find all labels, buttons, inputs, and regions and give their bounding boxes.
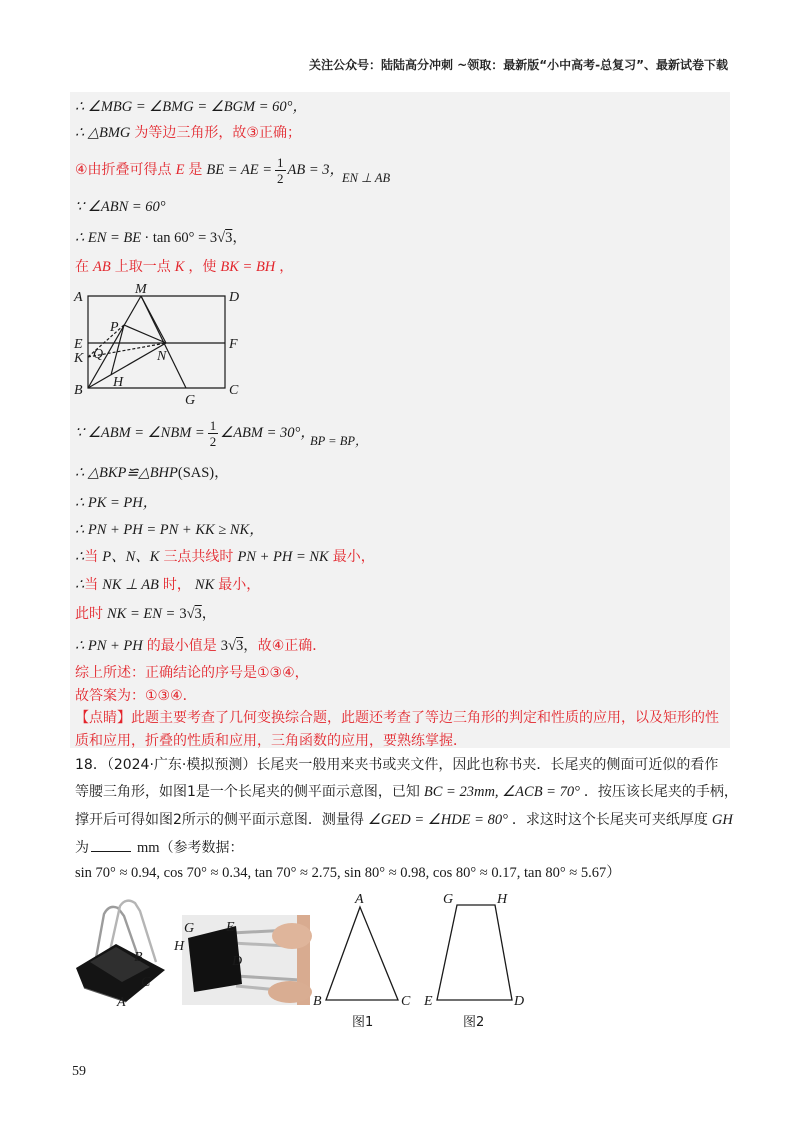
- red-text: 时，: [162, 577, 191, 593]
- math-upright: 3√: [220, 638, 236, 654]
- question-text: 等腰三角形，如图1是一个长尾夹的侧平面示意图，已知: [75, 784, 420, 800]
- math-expression: AB = 3，: [287, 162, 345, 178]
- fraction-one-half: [275, 156, 286, 185]
- math-upright: (SAS): [177, 465, 215, 481]
- label-p: P: [110, 320, 119, 335]
- reference-data: sin 70° ≈ 0.94, cos 70° ≈ 0.34, tan 70° ≈ 2.75, sin 80° ≈ 0.98, cos 80° ≈ 0.17, tan 80° ≈ 5.67）: [75, 865, 621, 881]
- page-number: 59: [72, 1064, 86, 1079]
- trapezoid-ghde: [437, 905, 512, 1000]
- math-expression: P、N、K: [102, 549, 160, 565]
- math-expression: ∴ EN = BE ·: [75, 230, 149, 246]
- question-line-1: 18．（2024·广东·模拟预测）长尾夹一般用来夹书或夹文件，因此也称书夹．长尾夹的侧面可近似的看作: [75, 757, 719, 773]
- line-mn: [141, 296, 166, 343]
- solution-line-8: [75, 418, 315, 448]
- red-math: K: [174, 259, 185, 275]
- hand-thumb: [268, 981, 312, 1003]
- radicand: 3: [225, 230, 233, 246]
- question-text: ．求这时这个长尾夹可夹纸厚度: [511, 812, 708, 828]
- solution-line-12: [75, 547, 375, 567]
- label-m: M: [135, 282, 147, 297]
- question-text: 为: [75, 840, 89, 856]
- red-text: 故④正确．: [257, 638, 327, 654]
- question-line-5: [75, 863, 621, 883]
- fig1-label-b: B: [313, 994, 322, 1009]
- math-expression: ∴ PK = PH，: [75, 495, 158, 511]
- math-expression: ∵ ∠ABM = ∠NBM =: [75, 425, 205, 441]
- red-text: ④由折叠可得点: [75, 162, 172, 178]
- question-figures: [70, 890, 550, 1035]
- header-notice: 关注公众号：陆陆高分冲刺 ~领取：最新版“小中高考-总复习”、最新试卷下载: [309, 58, 728, 72]
- label-d: D: [229, 290, 240, 305]
- red-text: 在: [75, 259, 89, 275]
- solution-summary: 综上所述：正确结论的序号是①③④，: [75, 665, 309, 681]
- solution-line-1: [75, 97, 307, 117]
- photo1-label-a: A: [117, 995, 126, 1010]
- figure-1-triangle: [313, 892, 411, 1030]
- solution-line-14: [75, 604, 216, 624]
- solution-line-5: [75, 228, 247, 248]
- photo2-label-e: E: [226, 920, 235, 935]
- answer-blank: [91, 837, 131, 852]
- math-expression: ∴ △BKP≌△BHP: [75, 465, 178, 481]
- fraction-denominator: 2: [277, 170, 284, 186]
- red-text: ，: [279, 259, 294, 275]
- red-text: 的最小值是: [146, 638, 217, 654]
- math-expression: NK = EN =: [107, 606, 176, 622]
- solution-line-9: [75, 463, 229, 483]
- label-k: K: [74, 351, 84, 366]
- figure-2-trapezoid: [423, 892, 524, 1030]
- label-n: N: [157, 349, 167, 364]
- triangle-abc: [326, 907, 398, 1000]
- label-g: G: [185, 393, 196, 408]
- punctuation: ，: [232, 230, 247, 246]
- math-upright: tan 60° = 3√: [152, 230, 226, 246]
- fraction-numerator: 1: [209, 417, 217, 433]
- math-expression: PN + PH = NK: [237, 549, 329, 565]
- solution-line-10: [75, 493, 157, 513]
- point-label: E: [175, 162, 185, 178]
- fig2-caption: 图2: [463, 1015, 485, 1030]
- radicand: 3: [235, 638, 244, 654]
- red-text: 当: [84, 577, 99, 593]
- solution-answer: 故答案为：①③④．: [75, 688, 197, 704]
- label-b: B: [74, 383, 83, 398]
- fraction-numerator: 1: [277, 154, 284, 170]
- question-line-4: [75, 837, 244, 857]
- photo1-label-b: B: [134, 950, 143, 965]
- label-c: C: [229, 383, 239, 398]
- solution-line-2: [75, 123, 301, 143]
- punctuation: ，: [201, 606, 217, 622]
- fraction-one-half: [208, 419, 219, 448]
- math-expression: BC = 23mm, ∠ACB = 70°: [423, 784, 580, 800]
- label-e: E: [74, 337, 83, 352]
- math-expression: ∴: [75, 577, 85, 593]
- question-text: 撑开后可得如图2所示的侧平面示意图．测量得: [75, 812, 364, 828]
- question-text: ．按压该长尾夹的手柄，: [583, 784, 738, 800]
- solution-line-6: [75, 257, 293, 277]
- math-expression: ∠ABM = 30°，: [220, 425, 315, 441]
- fig1-label-c: C: [401, 994, 411, 1009]
- solution-comment-line-2: 质和应用，折叠的性质和应用，三角函数的应用，要熟练掌握．: [75, 733, 467, 749]
- math-expression: ∴ PN + PH: [75, 638, 143, 654]
- math-expression: NK ⊥ AB: [102, 577, 159, 593]
- solution-line-3: [75, 155, 344, 185]
- solution-line-11: [75, 520, 264, 540]
- solution-line-4: [75, 197, 166, 217]
- fig2-label-h: H: [497, 892, 508, 907]
- aside-math: EN ⊥ AB: [342, 171, 391, 185]
- red-text: 最小，: [332, 549, 375, 565]
- math-expression: ∴: [75, 549, 85, 565]
- question-line-2: [75, 782, 738, 802]
- red-text: 最小，: [218, 577, 261, 593]
- aside-math: BP = BP，: [310, 434, 368, 448]
- binder-clip-hand-photo: [173, 915, 312, 1005]
- red-text: 为等边三角形，故③正确；: [134, 125, 301, 141]
- question-text: （参考数据：: [159, 840, 244, 856]
- question-line-3: [75, 810, 733, 830]
- solution-line-13: [75, 575, 260, 595]
- solution-line-15: [75, 636, 326, 656]
- math-expression: NK: [194, 577, 215, 593]
- math-expression: ∠GED = ∠HDE = 80°: [367, 812, 508, 828]
- red-math: AB: [93, 259, 111, 275]
- red-text: ，使: [188, 259, 217, 275]
- fig2-label-d: D: [514, 994, 525, 1009]
- fig2-label-g: G: [443, 892, 454, 907]
- math-upright: 3√: [179, 606, 195, 622]
- label-f: F: [229, 337, 238, 352]
- fig1-caption: 图1: [352, 1015, 374, 1030]
- fig2-label-e: E: [424, 994, 433, 1009]
- red-math: BK = BH: [220, 259, 276, 275]
- label-a: A: [74, 290, 83, 305]
- red-text: 当: [84, 549, 99, 565]
- math-expression: ∴ ∠MBG = ∠BMG = ∠BGM = 60°，: [75, 99, 307, 115]
- photo2-label-g: G: [184, 921, 195, 936]
- rectangle-abcd: [88, 296, 225, 388]
- geometry-figure: [70, 280, 245, 410]
- punctuation: ，: [214, 465, 229, 481]
- math-expression: BE = AE =: [206, 162, 273, 178]
- photo2-label-h: H: [174, 939, 185, 954]
- binder-clip-photo: [76, 901, 165, 1010]
- math-expression: ∴ △BMG: [75, 125, 131, 141]
- red-text: 三点共线时: [163, 549, 234, 565]
- unit-label: mm: [137, 840, 160, 856]
- label-q: Q: [93, 347, 104, 362]
- hand-fingers: [272, 923, 312, 949]
- photo2-label-d: D: [232, 954, 243, 969]
- math-expression: ∴ PN + PH = PN + KK ≥ NK，: [75, 522, 264, 538]
- red-text: 此时: [75, 606, 103, 622]
- math-expression: ∵ ∠ABN = 60°: [75, 199, 166, 215]
- photo1-label-c: C: [141, 975, 151, 990]
- label-h: H: [113, 375, 124, 390]
- radicand: 3: [194, 606, 202, 622]
- math-expression: GH: [711, 812, 733, 828]
- fraction-denominator: 2: [209, 433, 217, 449]
- fig1-label-a: A: [355, 892, 364, 907]
- punctuation: ，: [243, 638, 258, 654]
- red-text: 上取一点: [114, 259, 171, 275]
- red-text: 是: [188, 162, 203, 178]
- solution-comment-line-1: 【点睛】此题主要考查了几何变换综合题，此题还考查了等边三角形的判定和性质的应用，以及矩形的性: [75, 710, 719, 726]
